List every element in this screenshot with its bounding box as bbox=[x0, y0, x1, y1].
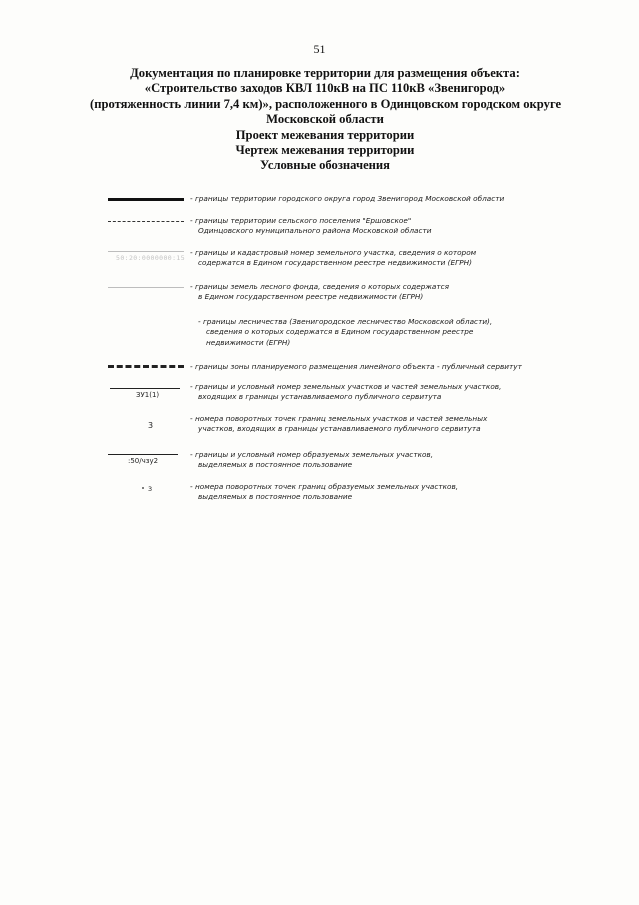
page-number: 51 bbox=[313, 42, 326, 56]
legend-text-line: - границы земель лесного фонда, сведения о которых содержатся bbox=[190, 282, 450, 291]
legend-description bbox=[190, 414, 570, 435]
legend-description bbox=[190, 362, 570, 372]
cadastral-number-label: 50:20:0000000:15 bbox=[116, 254, 186, 262]
point-marker bbox=[142, 487, 144, 489]
title-line-3: (протяженность линии 7,4 км)», расположенного в Одинцовском городском округе bbox=[90, 96, 562, 111]
legend-description bbox=[190, 194, 570, 204]
legend-description bbox=[190, 482, 570, 503]
legend-description bbox=[190, 450, 570, 471]
point-number-label: 3 bbox=[148, 421, 154, 430]
legend-description bbox=[190, 216, 570, 237]
legend-text-line: - границы территории городского округа город Звенигород Московской области bbox=[190, 194, 505, 203]
legend-text-line: - номера поворотных точек границ образуемых земельных участков, bbox=[190, 482, 459, 491]
title-line-5: Проект межевания территории bbox=[235, 127, 415, 142]
plot-number-label: :50/чзу2 bbox=[128, 457, 159, 465]
legend-description bbox=[198, 317, 578, 348]
legend-text-line: сведения о которых содержатся в Едином государственном реестре bbox=[206, 327, 474, 337]
legend-text-line: - границы и условный номер земельных участков и частей земельных участков, bbox=[190, 382, 502, 391]
legend-text-line: недвижимости (ЕГРН) bbox=[206, 337, 291, 347]
plot-number-label: ЗУ1(1) bbox=[136, 391, 160, 399]
legend-text-line: - границы территории сельского поселения "Ершовское" bbox=[190, 216, 412, 225]
legend-text-line: выделяемых в постоянное пользование bbox=[198, 492, 353, 502]
legend-text-line: выделяемых в постоянное пользование bbox=[198, 460, 353, 470]
legend-text-line: участков, входящих в границы устанавливаемого публичного сервитута bbox=[198, 424, 481, 434]
legend-text-line: содержатся в Едином государственном реестре недвижимости (ЕГРН) bbox=[198, 258, 472, 268]
title-line-1: Документация по планировке территории для размещения объекта: bbox=[130, 66, 520, 80]
legend-text-line: - границы лесничества (Звенигородское лесничество Московской области), bbox=[198, 317, 493, 326]
legend-text-line: в Едином государственном реестре недвижимости (ЕГРН) bbox=[198, 292, 424, 302]
point-number-label: 3 bbox=[148, 485, 153, 493]
legend-text-line: - номера поворотных точек границ земельных участков и частей земельных bbox=[190, 414, 488, 423]
legend-description bbox=[190, 282, 570, 303]
legend-text-line: Одинцовского муниципального района Московской области bbox=[198, 226, 432, 236]
title-line-6: Чертеж межевания территории bbox=[235, 143, 415, 158]
title-line-7: Условные обозначения bbox=[259, 158, 390, 173]
legend-text-line: - границы и условный номер образуемых земельных участков, bbox=[190, 450, 434, 459]
legend-description bbox=[190, 382, 570, 403]
legend-text-line: - границы и кадастровый номер земельного участка, сведения о котором bbox=[190, 248, 477, 257]
legend-description bbox=[190, 248, 570, 269]
legend-text-line: - границы зоны планируемого размещения линейного объекта - публичный сервитут bbox=[190, 362, 522, 371]
legend-text-line: входящих в границы устанавливаемого публичного сервитута bbox=[198, 392, 442, 402]
title-line-2: «Строительство заходов КВЛ 110кВ на ПС 110кВ «Звенигород» bbox=[144, 81, 506, 96]
title-line-4: Московской области bbox=[266, 112, 384, 127]
